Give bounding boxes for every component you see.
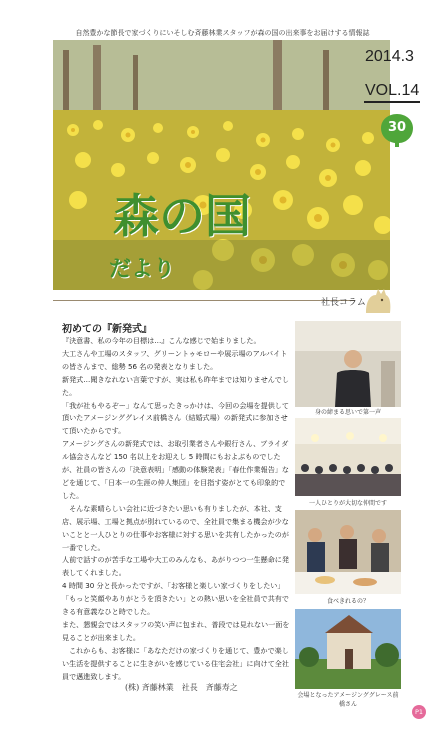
header-tagline: 自然豊かな節長で家づくりにいそしむ斉藤林業スタッフが森の国の出来事をお届けする情報誌 [75,29,370,37]
page-number-badge: P1 [412,705,426,719]
masthead-title: 森の国 [113,189,251,243]
article-paragraph: そんな素晴らしい会社に近づきたい思いも有りましたが、本社、支店、展示場、工場と拠点が別れているので、全社員で集まる機会が少ないことと一人ひとりの仕事やお客様に対する思いを共有したかったのが一番でした。 [62,503,289,552]
cover-photo-daffodils [53,40,390,290]
animal-illustration-icon [360,283,396,319]
masthead-subtitle: だより [109,256,176,282]
issue-volume: VOL.14 [365,82,420,99]
daffodil-field-illustration [53,40,390,290]
article-paragraph: 人前で話すのが苦手な工場や大工のみんなも、あがりつつ一生懸命に発表してくれました。 [62,555,289,578]
issue-date: 2014.3 [365,48,414,65]
masthead-logo [113,180,251,246]
article-paragraph: 4 時間 30 分と長かったですが、「お客様と楽しい家づくりをしたい」「もっと笑顔やありがとうを頂きたい」との熱い思いを全社員で共有できる有意義なひと時でした。 [62,581,289,617]
anniversary-badge-number: 30 [387,120,407,135]
photo-caption: 食べきれるの？ [326,598,369,605]
column-separator [53,300,355,301]
article-paragraph: アメージングさんの新発式では、お取引業者さんや銀行さん、ブライダル協会さんなど 150 名以上をお迎えし 5 時間にもおよぶものでしたが、社員の皆さんの「決意表明」「感動の体験発表」「春仕作業報告」などを通じて、「日本一の生涯の仲人集団」を目指す姿がとても印象的でした。 [62,439,289,500]
signature: (株) 斉藤林業 社長 斉藤寿之 [125,683,238,692]
volume-underline [364,101,420,103]
article-body [62,335,290,683]
photo-caption: 身の締まる思いで第一声 [314,409,381,416]
article-headline: 初めての『新発式』 [62,324,152,335]
article-paragraph: 『決意書、私の今年の目標は…』こんな感じで始まりました。 [62,336,261,345]
photo-party [295,510,401,594]
photo-audience [295,418,401,496]
article-paragraph: 新発式…聞きなれない言葉ですが、実は私も昨年までは知りませんでした。 [62,374,289,397]
article-paragraph: 大工さんや工場のスタッフ、グリーントゥモローや展示場のアルバイトの皆さんまで、総勢 56 名の発表となりました。 [62,348,288,371]
photo-caption: 一人ひとりが大切な仲間です [308,500,387,507]
photo-caption: 会場となったアメージンググレース前橋さん [297,692,399,708]
column-label: 社長コラム [321,298,366,308]
photo-venue [295,609,401,689]
article-paragraph: これからも、お客様に「あなただけの家づくりを通じて、豊かで楽しい生活を提供することに生きがいを感じている住宅会社」に向けて全社員で邁進致します。 [62,645,289,681]
article-paragraph: 「我が社もやるぞー」なんて思ったきっかけは、今回の会場を提供して頂いたアメージンググレイス前橋さん（結婚式場）の新発式に参加させて頂いたからです。 [62,400,289,436]
article-paragraph: また、懇親会ではスタッフの笑い声に包まれ、普段では見れない一面を見ることが出来ました。 [62,619,290,642]
photo-speaker [295,321,401,407]
